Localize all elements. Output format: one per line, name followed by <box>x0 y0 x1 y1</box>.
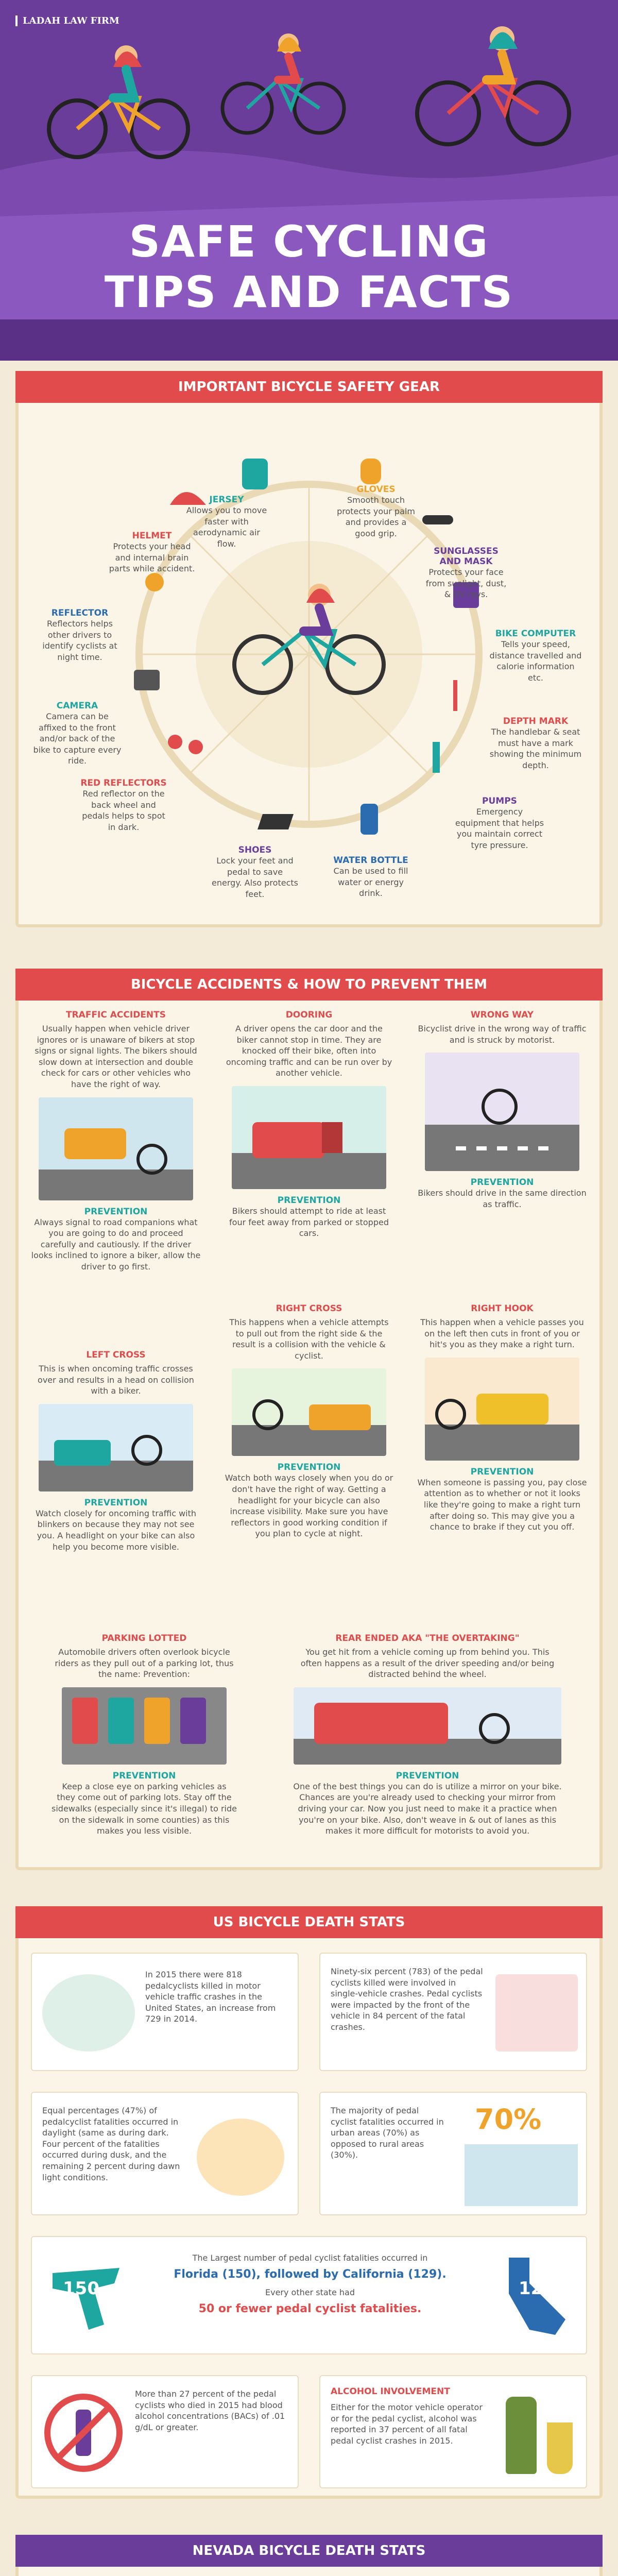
stat-single-vehicle-text: Ninety-six percent (783) of the pedal cyclists killed were involved in single-vehicle crashes. Pedal cyclists were impacted by the front of the vehicle in 84 percent of the fatal crashes. <box>331 1967 483 2032</box>
right-cross-illustration <box>232 1368 386 1456</box>
accident-traffic-title: TRAFFIC ACCIDENTS <box>65 1010 166 1020</box>
accidents-heading: BICYCLE ACCIDENTS & HOW TO PREVENT THEM <box>15 969 603 1001</box>
stat-daylight-text: Equal percentages (47%) of pedalcyclist fatalities occurred in daylight (same as during dark. Four percent of the fatalities occurred during dusk, and the remaining 2 percent during dawn light conditions. <box>42 2106 180 2182</box>
prevention-label: PREVENTION <box>84 1206 148 1217</box>
prevention-label: PREVENTION <box>470 1177 534 1188</box>
stat-bac-text: More than 27 percent of the pedal cyclists who died in 2015 had blood alcohol concentrations (BACs) of .01 g/dL or greater. <box>135 2389 285 2432</box>
gear-jersey-text: Allows you to move faster with aerodynamic air flow. <box>186 505 267 549</box>
accident-right-hook <box>417 1303 587 1533</box>
accident-dooring-title: DOORING <box>285 1010 333 1020</box>
dooring-illustration <box>232 1086 386 1189</box>
accident-wrong-way-title: WRONG WAY <box>470 1010 534 1020</box>
gear-red-reflectors <box>77 778 170 833</box>
gear-water-bottle <box>330 855 412 899</box>
gear-gloves-text: Smooth touch protects your palm and provides a good grip. <box>337 495 415 538</box>
accident-traffic-text: Usually happen when vehicle driver ignores or is unaware of bikers at stop signs or signal lights. The bikers should slow down at intersection and double check for cars or other vehicles who have the right of way. <box>35 1024 197 1089</box>
gear-depth-mark-title: DEPTH MARK <box>503 716 569 726</box>
logo[interactable]: LADAH LAW FIRM <box>15 15 119 26</box>
accident-right-cross-text: This happens when a vehicle attempts to pull out from the right side & the result is a collision with the vehicle & cyclist. <box>229 1317 389 1361</box>
stat-urban-card <box>319 2092 587 2215</box>
left-cross-illustration <box>39 1404 193 1492</box>
prevention-label: PREVENTION <box>112 1770 176 1781</box>
accident-rear-ended <box>268 1633 587 1837</box>
gear-water-bottle-text: Can be used to fill water or energy drink. <box>333 866 408 899</box>
gear-shoes <box>211 845 299 900</box>
sun-moon-icon <box>197 2119 284 2196</box>
stat-bac-card <box>31 2375 299 2488</box>
accident-right-cross-prevent: Watch both ways closely when you do or don't have the right of way. Getting a headlight for your bicycle can also increase visibility. Make sure you have reflectors in good working condition if you plan to cycle at night. <box>225 1473 393 1539</box>
accident-dooring-prevent: Bikers should attempt to ride at least four feet away from parked or stopped cars. <box>229 1206 389 1239</box>
gear-pumps-title: PUMPS <box>482 796 517 806</box>
stat-2015-killed-text: In 2015 there were 818 pedalcyclists killed in motor vehicle traffic crashes in the United States, an increase from 729 in 2014. <box>145 1970 276 2024</box>
page-subtitle: TIPS AND FACTS <box>104 267 514 317</box>
bottle-icon <box>506 2397 537 2474</box>
gear-reflector-title: REFLECTOR <box>51 608 109 618</box>
stat-alcohol-title: ALCOHOL INVOLVEMENT <box>331 2386 450 2397</box>
traffic-accident-illustration <box>39 1097 193 1200</box>
prevention-label: PREVENTION <box>84 1497 148 1508</box>
accident-wrong-way-text: Bicyclist drive in the wrong way of traffic and is struck by motorist. <box>418 1024 587 1045</box>
stat-alcohol-card <box>319 2375 587 2488</box>
prevention-label: PREVENTION <box>277 1195 341 1206</box>
stat-states-line4: 50 or fewer pedal cyclist fatalities. <box>198 2302 422 2315</box>
us-stats-heading: US BICYCLE DEATH STATS <box>15 1906 603 1938</box>
gear-gloves <box>335 484 417 539</box>
wrong-way-illustration <box>425 1053 579 1171</box>
city-icon <box>465 2144 578 2206</box>
gear-gloves-title: GLOVES <box>356 484 396 495</box>
accident-parking-title: PARKING LOTTED <box>101 1633 187 1643</box>
gear-depth-mark <box>489 716 582 771</box>
gear-sunglasses-title: SUNGLASSES AND MASK <box>434 546 499 567</box>
stat-alcohol-text: Either for the motor vehicle operator or for the pedal cyclist, alcohol was reported in 37 percent of all fatal pedal cyclist crashes in 2015. <box>331 2402 483 2446</box>
accident-parking-prevent: Keep a close eye on parking vehicles as they come out of parking lots. Stay off the sidewalks (especially since it's illegal) to ride on the sidewalk in some counties) as this makes you less visible. <box>52 1781 237 1836</box>
stat-states-line2: Florida (150), followed by California (129). <box>174 2267 447 2281</box>
gear-shoes-title: SHOES <box>238 845 272 855</box>
no-alcohol-icon <box>42 2392 125 2474</box>
prevention-label: PREVENTION <box>396 1770 459 1781</box>
gear-jersey-title: JERSEY <box>209 495 244 505</box>
bike-icon <box>42 1974 135 2052</box>
accident-right-cross-title: RIGHT CROSS <box>276 1303 342 1314</box>
stat-states-line3: Every other state had <box>265 2287 355 2298</box>
accident-left-cross-title: LEFT CROSS <box>86 1350 146 1360</box>
gear-bike-computer <box>489 629 582 683</box>
accident-left-cross-prevent: Watch closely for oncoming traffic with blinkers on because they may not see you. A headlight on your bike can also help you become more visible. <box>35 1508 197 1552</box>
gear-water-bottle-title: WATER BOTTLE <box>333 855 408 866</box>
gear-red-reflectors-text: Red reflector on the back wheel and pedals helps to spot in dark. <box>82 789 165 832</box>
gear-bike-computer-title: BIKE COMPUTER <box>495 629 576 639</box>
stat-urban-text: The majority of pedal cyclist fatalities occurred in urban areas (70%) as opposed to rural areas (30%). <box>331 2106 444 2160</box>
header <box>0 0 618 361</box>
gear-helmet <box>108 531 196 574</box>
accident-rear-ended-title: REAR ENDED AKA "THE OVERTAKING" <box>335 1633 520 1643</box>
gear-red-reflectors-title: RED REFLECTORS <box>80 778 167 788</box>
accident-traffic <box>31 1010 201 1273</box>
prevention-label: PREVENTION <box>277 1462 341 1473</box>
accident-right-hook-text: This happen when a vehicle passes you on the left then cuts in front of you or hit's you as they make a right turn. <box>420 1317 584 1350</box>
gear-sunglasses-text: Protects your face from sunlight, dust, & UV rays. <box>425 567 507 600</box>
parking-lot-illustration <box>62 1687 227 1765</box>
nv-stats-heading: NEVADA BICYCLE DEATH STATS <box>15 2535 603 2567</box>
right-hook-illustration <box>425 1358 579 1461</box>
gear-pumps-text: Emergency equipment that helps you maintain correct tyre pressure. <box>455 807 544 850</box>
stat-2015-killed-card <box>31 1953 299 2071</box>
accident-dooring-text: A driver opens the car door and the biker cannot stop in time. They are knocked off their bike, often into oncoming traffic and can be run over by another vehicle. <box>226 1024 392 1078</box>
accident-dooring <box>224 1010 394 1239</box>
accident-right-cross <box>224 1303 394 1539</box>
accident-rear-ended-prevent: One of the best things you can do is utilize a mirror on your bike. Chances are you're already used to checking your mirror from driving your car. Now you just need to make it a practice when you're on your bike. Also, don't weave in & out of lanes as this makes it more difficult for motorists to avoid you. <box>293 1781 562 1836</box>
gear-reflector <box>36 608 124 663</box>
gear-camera <box>31 701 124 767</box>
accident-left-cross <box>31 1350 201 1552</box>
gear-depth-mark-text: The handlebar & seat must have a mark showing the minimum depth. <box>489 727 582 770</box>
accident-parking-text: Automobile drivers often overlook bicycle riders as they pull out of a parking lot, thus the name: Prevention: <box>55 1647 234 1680</box>
gear-bike-computer-text: Tells your speed, distance travelled and calorie information etc. <box>489 639 582 683</box>
gear-sunglasses <box>422 546 510 600</box>
california-count: 129 <box>519 2278 555 2299</box>
gear-helmet-title: HELMET <box>132 531 172 541</box>
gear-heading: IMPORTANT BICYCLE SAFETY GEAR <box>15 371 603 403</box>
stat-urban-big: 70% <box>475 2103 542 2136</box>
gear-helmet-text: Protects your head and internal brain parts while accident. <box>109 541 195 574</box>
accident-right-hook-title: RIGHT HOOK <box>471 1303 534 1314</box>
stat-daylight-card <box>31 2092 299 2215</box>
gear-camera-title: CAMERA <box>56 701 98 711</box>
rear-ended-illustration <box>294 1687 561 1765</box>
gear-pumps <box>453 796 546 851</box>
prevention-label: PREVENTION <box>470 1466 534 1477</box>
gear-shoes-text: Lock your feet and pedal to save energy. Also protects feet. <box>212 856 298 899</box>
stat-states-line1: The Largest number of pedal cyclist fatalities occurred in <box>192 2253 428 2263</box>
accident-parking-lotted <box>31 1633 258 1837</box>
accident-right-hook-prevent: When someone is passing you, pay close attention as to whether or not it looks like they're going to make a right turn after doing so. This may give you a chance to brake if they cut you off. <box>417 1477 587 1532</box>
accident-rear-ended-text: You get hit from a vehicle coming up from behind you. This often happens as a result of the driver speeding and/or being distracted behind the wheel. <box>300 1647 555 1680</box>
glass-icon <box>547 2422 573 2474</box>
florida-count: 150 <box>63 2278 99 2299</box>
accident-wrong-way <box>417 1010 587 1210</box>
accident-left-cross-text: This is when oncoming traffic crosses over and results in a head on collision with a biker. <box>38 1364 194 1396</box>
accident-traffic-prevent: Always signal to road companions what you are going to do and proceed carefully and cautiously. If the driver looks inclined to ignore a biker, allow the driver to go first. <box>31 1217 201 1272</box>
stat-states-card <box>31 2236 587 2354</box>
crash-icon <box>495 1974 578 2052</box>
gear-jersey <box>185 495 268 549</box>
page-title: SAFE CYCLING <box>129 216 489 267</box>
stat-single-vehicle-card <box>319 1953 587 2071</box>
gear-reflector-text: Reflectors helps other drivers to identify cyclists at night time. <box>42 619 117 662</box>
accident-wrong-way-prevent: Bikers should drive in the same direction as traffic. <box>418 1188 587 1209</box>
gear-camera-text: Camera can be affixed to the front and/or back of the bike to capture every ride. <box>33 711 122 766</box>
